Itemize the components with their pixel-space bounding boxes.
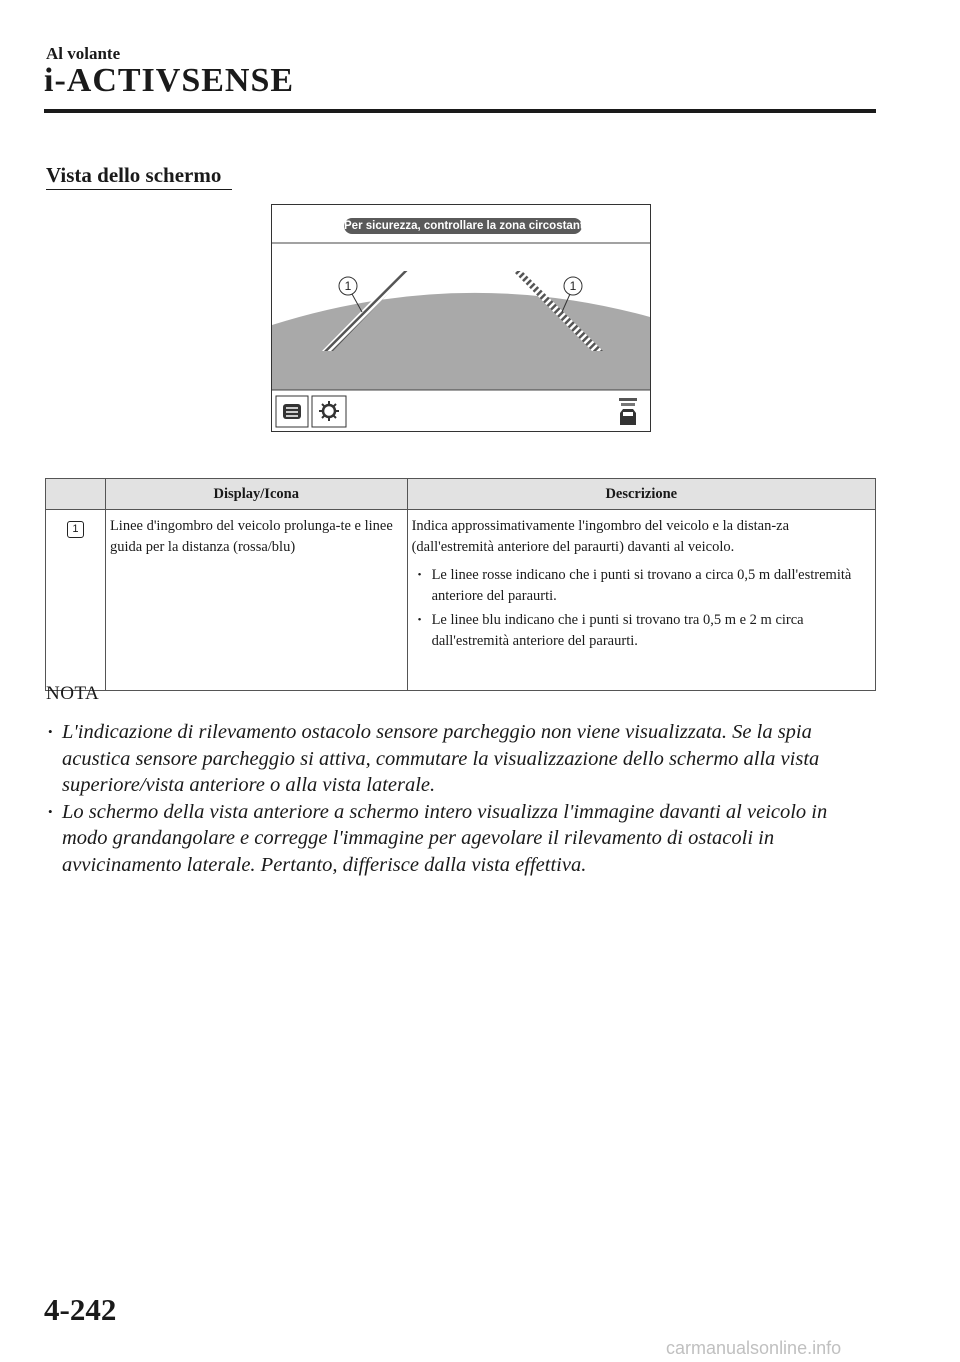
page-number: 4-242 [44,1292,117,1327]
table-header-number [46,479,106,510]
list-item: • Le linee blu indicano che i punti si trovano tra 0,5 m e 2 m circa dall'estremità anteriore del paraurti. [412,610,871,651]
row-description-bullets [412,565,871,651]
list-item: • Le linee rosse indicano che i punti si trovano a circa 0,5 m dall'estremità anteriore del paraurti. [412,565,871,606]
list-item: • Lo schermo della vista anteriore a schermo intero visualizza l'immagine davanti al veicolo in modo grandangolare e corregge l'immagine per agevolare il rilevamento di ostacoli in avvicinamento laterale. Pertanto, differisce dalla vista effettiva. [46,799,866,879]
table-row [46,510,876,691]
callout-number-left: 1 [344,279,352,293]
warning-banner: Per sicurezza, controllare la zona circostante [344,220,591,232]
car-sensor-icon [619,398,637,425]
section-title: i-ACTIVSENSE [44,62,295,99]
row-number-cell [46,510,106,691]
note-heading: NOTA [46,683,100,704]
header-rule [44,109,876,113]
row-description-text: Indica approssimativamente l'ingombro del veicolo e la distan-za (dall'estremità anteriore del paraurti) davanti al veicolo. [411,518,790,555]
list-item: • L'indicazione di rilevamento ostacolo sensore parcheggio non viene visualizzata. Se la spia acustica sensore parcheggio si attiva, commutare la visualizzazione dello schermo alla vista superiore/vista anteriore o alla vista laterale. [46,719,866,799]
camera-view-graphic [272,205,650,431]
table-header-description: Descrizione [407,479,875,510]
subsection-underline [46,189,232,190]
subsection-heading: Vista dello schermo [46,163,222,187]
row-description-cell [407,510,875,691]
row-display-text: Linee d'ingombro del veicolo prolunga-te e linee guida per la distanza (rossa/blu) [109,518,393,555]
row-number-badge: 1 [67,521,84,538]
callout-number-right: 1 [569,279,577,293]
table-header-row [46,479,876,510]
camera-screen-illustration [271,204,651,432]
info-table [45,478,876,691]
watermark: carmanualsonline.info [666,1338,842,1358]
row-display-cell [105,510,407,691]
camera-switch-icon[interactable] [276,396,308,427]
note-list [46,719,866,878]
chapter-label: Al volante [46,44,121,63]
gear-icon[interactable] [312,396,346,427]
table-header-display: Display/Icona [105,479,407,510]
